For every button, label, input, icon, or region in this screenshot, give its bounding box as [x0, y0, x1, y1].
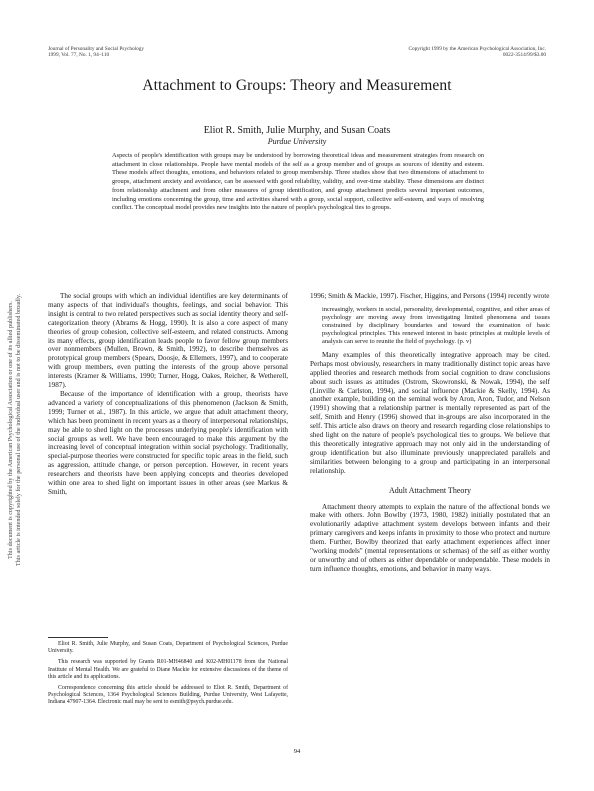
section-heading: Adult Attachment Theory: [388, 485, 472, 495]
copyright-header: [408, 46, 546, 58]
copyright-sidebar: [2, 150, 28, 710]
footnote-divider: [48, 637, 108, 638]
right-column: [310, 292, 550, 574]
author-affiliation: Purdue University: [267, 137, 327, 146]
author-list: Eliot R. Smith, Julie Murphy, and Susan Coats: [203, 125, 391, 136]
body-paragraph: 1996; Smith & Mackie, 1997). Fischer, Higgins, and Persons (1994) recently wrote: [310, 292, 550, 300]
left-column: [48, 292, 288, 497]
footnote: This research was supported by Grants R01-MH46840 and K02-MH01178 from the National Institute of Mental Health. We are grateful to Diane Mackie for extensive discussions of the theme of this article and its applications.: [48, 659, 288, 680]
article-title: Attachment to Groups: Theory and Measurement: [142, 77, 452, 94]
footnote: Eliot R. Smith, Julie Murphy, and Susan Coats, Department of Psychological Sciences, Purdue University.: [48, 641, 288, 655]
author-footnotes: [48, 641, 288, 711]
page-number: 94: [293, 748, 301, 755]
body-paragraph: Attachment theory attempts to explain the nature of the affectional bonds we make with others. John Bowlby (1973, 1980, 1982) initially postulated that an evolutionarily adaptive attachment system develops between infants and their primary caregivers and keeps infants in proximity to those who protect and nurture them. Further, Bowlby theorized that early attachment experiences affect inner "working models" (mental representations or schemas) of the self as either worthy or unworthy and of others as either dependable or undependable. These models in turn influence thoughts, emotions, and behavior in many ways.: [310, 502, 550, 573]
copyright-sidebar-text: [7, 294, 23, 566]
copyright-line: Copyright 1999 by the American Psychological Association, Inc.: [408, 46, 546, 52]
body-paragraph: The social groups with which an individual identifies are key determinants of many aspects of that individual's thoughts, feelings, and social behavior. This insight is central to two related perspectives such as social identity theory and self-categorization theory (Abrams & Hogg, 1990). It is also a core aspect of many theories of group cohesion, collective self-esteem, and related constructs. Among its many effects, group identification leads people to favor fellow group members over nonmembers (Mullen, Brown, & Smith, 1992), to describe themselves as prototypical group members (Spears, Doosje, & Ellemers, 1997), and to cooperate with group members, even putting the interests of the group above personal interests (Kramer & Williams, 1990; Turner, Hogg, Oakes, Reicher, & Wetherell, 1987).: [48, 292, 288, 390]
copyright-notice-line-1: This document is copyrighted by the American Psychological Association or one of its allied publishers.: [7, 301, 14, 559]
journal-name: Journal of Personality and Social Psychology: [48, 46, 145, 52]
copyright-notice-line-2: This article is intended solely for the personal use of the individual user and is not to be disseminated broadly.: [15, 293, 22, 567]
journal-header: [48, 46, 144, 58]
abstract: Aspects of people's identification with groups may be understood by borrowing theoretical ideas and measurement strategies from research on attachment in close relationships. People have mental models of the self as a group member and of groups as sources of identity and esteem. These models affect thoughts, emotions, and behaviors related to group membership. Three studies show that two dimensions of attachment to groups, attachment anxiety and avoidance, can be assessed with good reliability, validity, and over-time stability. These dimensions are distinct from relationship attachment and from other measures of group identification, and group attachment predicts several important outcomes, including emotions concerning the group, time and activities shared with a group, social support, collective self-esteem, and ways of resolving conflict. The conceptual model provides new insights into the nature of people's psychological ties to groups.: [112, 152, 484, 212]
issn-line: 0022-3514/99/$3.00: [502, 52, 546, 58]
footnote: Correspondence concerning this article should be addressed to Eliot R. Smith, Department of Psychological Sciences, 1364 Psychological Sciences Building, Purdue University, West Lafayette, Indiana 47907-1364. Electronic mail may be sent to esmith@psych.purdue.edu.: [48, 685, 288, 706]
body-paragraph: Because of the importance of identification with a group, theorists have advanced a variety of conceptualizations of this phenomenon (Jackson & Smith, 1999; Turner et al., 1987). In this article, we argue that adult attachment theory, which has been prominent in recent years as a theory of interpersonal relationships, may be able to shed light on the processes underlying people's identification with social groups as well. We have been encouraged to make this argument by the increasing level of conceptual integration within social psychology. Traditionally, special-purpose theories were constructed for specific topic areas in the field, such as aggression, attitude change, or person perception. However, in recent years researchers and theorists have been applying concepts and theories developed within one area to shed light on important issues in other areas (see Markus & Smith,: [48, 389, 288, 496]
journal-volume: 1999, Vol. 77, No. 1, 94–110: [48, 52, 110, 58]
block-quote: increasingly, workers in social, personality, developmental, cognitive, and other areas of psychology are moving away from investigating limited phenomena and issues constrained by disciplinary boundaries and toward the examination of basic psychological principles. This renewed interest in basic principles at multiple levels of analysis can serve to reunite the field of psychology. (p. v): [322, 305, 550, 345]
body-paragraph: Many examples of this theoretically integrative approach may be cited. Perhaps most obviously, researchers in many traditionally distinct topic areas have applied theories and research methods from social cognition to draw conclusions about such issues as attitudes (Ostrom, Skowronski, & Nowak, 1994), the self (Linville & Carlston, 1994), and social influence (Mackie & Skelly, 1994). As another example, building on the seminal work by Aron, Aron, Tudor, and Nelson (1991) showing that a relationship partner is mentally represented as part of the self, Smith and Henry (1996) showed that in-groups are also incorporated in the self. This article also draws on theory and research regarding close relationships to shed light on the nature of people's psychological ties to groups. We believe that this theoretically integrative approach may not only aid in the understanding of group identification but also illuminate previously unappreciated parallels and similarities between belonging to a group and participating in an interpersonal relationship.: [310, 350, 550, 475]
